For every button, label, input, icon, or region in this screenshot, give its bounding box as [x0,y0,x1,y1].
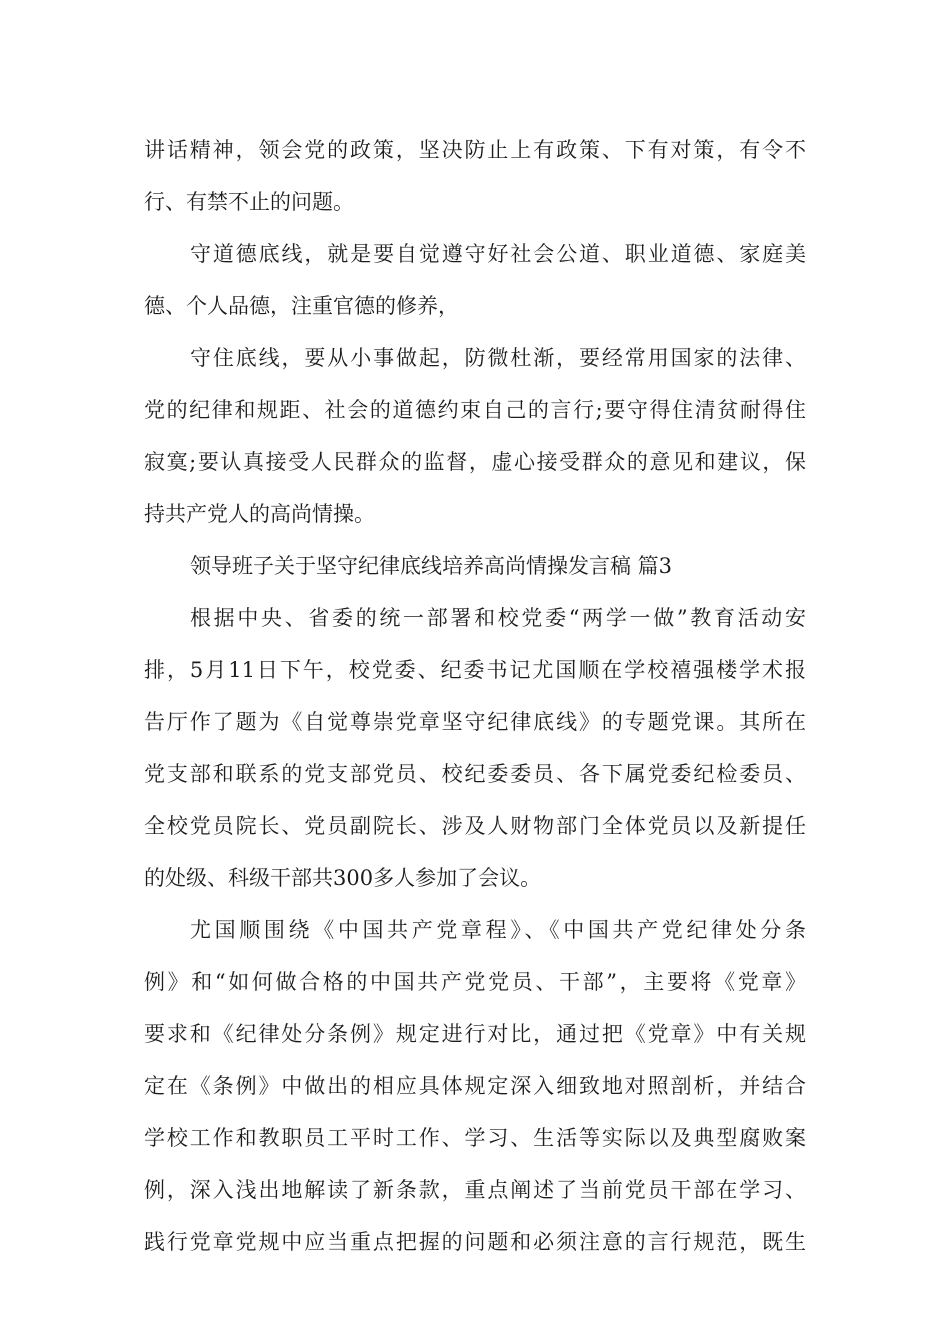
text-line: 持共产党人的高尚情操。 [144,502,375,526]
paragraph-first-line: 根据中央、省委的统一部署和校党委“两学一做”教育活动安 [190,606,806,630]
text-line: 讲话精神，领会党的政策，坚决防止上有政策、下有对策，有令不 [144,138,806,162]
text-line: 要求和《纪律处分条例》规定进行对比，通过把《党章》中有关规 [144,1022,806,1046]
text-line: 全校党员院长、党员副院长、涉及人财物部门全体党员以及新提任 [144,814,806,838]
text-line: 寂寞;要认真接受人民群众的监督，虚心接受群众的意见和建议，保 [144,450,806,474]
section-heading: 领导班子关于坚守纪律底线培养高尚情操发言稿 篇3 [190,554,673,578]
text-line: 告厅作了题为《自觉尊崇党章坚守纪律底线》的专题党课。其所在 [144,710,806,734]
text-line: 学校工作和教职员工平时工作、学习、生活等实际以及典型腐败案 [144,1126,806,1150]
paragraph-first-line: 守住底线，要从小事做起，防微杜渐，要经常用国家的法律、 [190,346,806,370]
text-line: 德、个人品德，注重官德的修养， [144,294,459,318]
document-body [144,124,806,1268]
text-line: 党支部和联系的党支部党员、校纪委委员、各下属党委纪检委员、 [144,762,806,786]
text-line: 例》和“如何做合格的中国共产党党员、干部”，主要将《党章》 [144,970,806,994]
text-line: 例，深入浅出地解读了新条款，重点阐述了当前党员干部在学习、 [144,1178,806,1202]
paragraph-first-line: 守道德底线，就是要自觉遵守好社会公道、职业道德、家庭美 [190,242,806,266]
text-line: 的处级、科级干部共300多人参加了会议。 [144,866,542,890]
text-line: 党的纪律和规距、社会的道德约束自己的言行;要守得住清贫耐得住 [144,398,806,422]
text-line: 行、有禁不止的问题。 [144,190,354,214]
text-line: 排，5月11日下午，校党委、纪委书记尤国顺在学校禧强楼学术报 [144,658,806,682]
text-line: 定在《条例》中做出的相应具体规定深入细致地对照剖析，并结合 [144,1074,806,1098]
paragraph-first-line: 尤国顺围绕《中国共产党章程》、《中国共产党纪律处分条 [190,918,806,942]
text-line: 践行党章党规中应当重点把握的问题和必须注意的言行规范，既生 [144,1230,806,1254]
